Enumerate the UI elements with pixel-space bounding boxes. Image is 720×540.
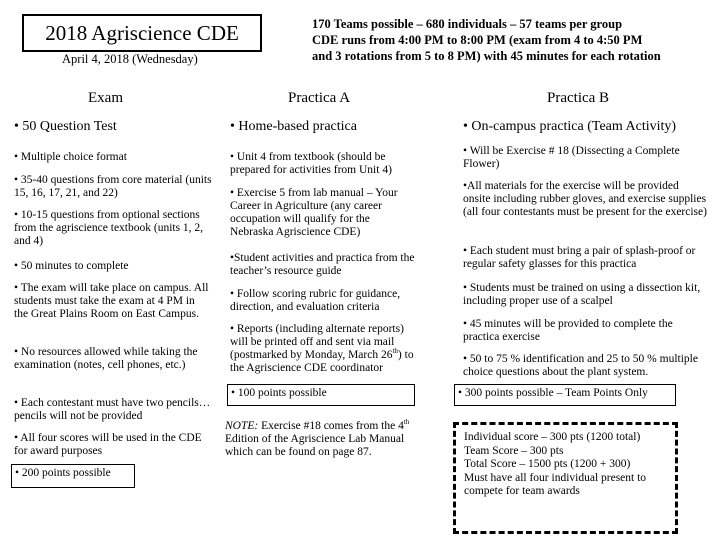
list-item: • 35-40 questions from core material (units 15, 16, 17, 21, and 22) (14, 174, 212, 199)
info-line: 170 Teams possible – 680 individuals – 57 teams per group (312, 17, 623, 31)
scoring-line: Total Score – 1500 pts (1200 + 300) (464, 458, 631, 470)
exam-heading: Exam (88, 90, 123, 106)
list-item: • 50 to 75 % identification and 25 to 50 % multiple choice questions about the plant system. (463, 353, 698, 378)
practica-b-heading: Practica B (547, 90, 610, 106)
page-title: 2018 Agriscience CDE (22, 14, 262, 52)
note-text-end: Edition of the Agriscience Lab Manual which can be found on page 87. (225, 433, 405, 458)
practica-b-subheading: • On-campus practica (Team Activity) (463, 119, 677, 134)
list-item: • 50 minutes to complete (14, 260, 129, 272)
info-line: CDE runs from 4:00 PM to 8:00 PM (exam from 4 to 4:50 PM (312, 33, 643, 47)
note-sup: th (403, 418, 410, 427)
scoring-summary-box (453, 422, 678, 534)
list-item: •All materials for the exercise will be provided onsite including rubber gloves, and exercise supplies (all four contestants must be present for the exercise) (463, 180, 707, 218)
event-info (312, 16, 717, 64)
note-label: NOTE: (225, 420, 259, 432)
reports-sup: th (392, 347, 398, 356)
list-item: • Will be Exercise # 18 (Dissecting a Complete Flower) (463, 145, 680, 170)
practica-a-note (225, 420, 425, 459)
list-item: • Exercise 5 from lab manual – Your Career in Agriculture (any career occupation will qualify for the Nebraska Agriscience CDE) (230, 187, 398, 238)
practica-a-subheading: • Home-based practica (230, 119, 357, 134)
exam-subheading: • 50 Question Test (14, 119, 117, 134)
note-text: Exercise #18 comes from the 4 (258, 420, 404, 432)
reports-text-end: ) to the Agriscience CDE coordinator (230, 349, 414, 374)
event-date: April 4, 2018 (Wednesday) (62, 52, 198, 66)
list-item: • 10-15 questions from optional sections from the agriscience textbook (units 1, 2, and 4) (14, 209, 204, 247)
scoring-line: Must have all four individual present to compete for team awards (464, 471, 647, 497)
list-item: • Students must be trained on using a dissection kit, including proper use of a scalpel (463, 282, 701, 307)
exam-points-box: • 200 points possible (11, 464, 135, 488)
info-line: and 3 rotations from 5 to 8 PM) with 45 minutes for each rotation (312, 49, 661, 63)
list-item: • 45 minutes will be provided to complete the practica exercise (463, 318, 673, 343)
list-item: • The exam will take place on campus. All students must take the exam at 4 PM in the Great Plains Room on East Campus. (14, 282, 209, 320)
list-item: • All four scores will be used in the CDE for award purposes (14, 432, 202, 457)
scoring-line: Individual score – 300 pts (1200 total) (464, 431, 641, 443)
list-item: • Each student must bring a pair of splash-proof or regular safety glasses for this practica (463, 245, 696, 270)
list-item: • Follow scoring rubric for guidance, direction, and evaluation criteria (230, 288, 401, 313)
scoring-line: Team Score – 300 pts (464, 444, 564, 457)
reports-text: • Reports (including alternate reports) will be printed off and sent via mail (postmarked by Monday, March 26 (230, 323, 404, 361)
list-item: • Unit 4 from textbook (should be prepared for activities from Unit 4) (230, 151, 392, 176)
list-item: • Each contestant must have two pencils…pencils will not be provided (14, 397, 211, 422)
list-item: • No resources allowed while taking the examination (notes, cell phones, etc.) (14, 346, 198, 371)
practica-b-points-box: • 300 points possible – Team Points Only (454, 384, 676, 406)
list-item: •Student activities and practica from the teacher’s resource guide (230, 252, 415, 277)
list-item (230, 323, 415, 375)
practica-a-points-box: • 100 points possible (227, 384, 415, 406)
practica-a-heading: Practica A (288, 90, 351, 106)
list-item: • Multiple choice format (14, 151, 127, 163)
